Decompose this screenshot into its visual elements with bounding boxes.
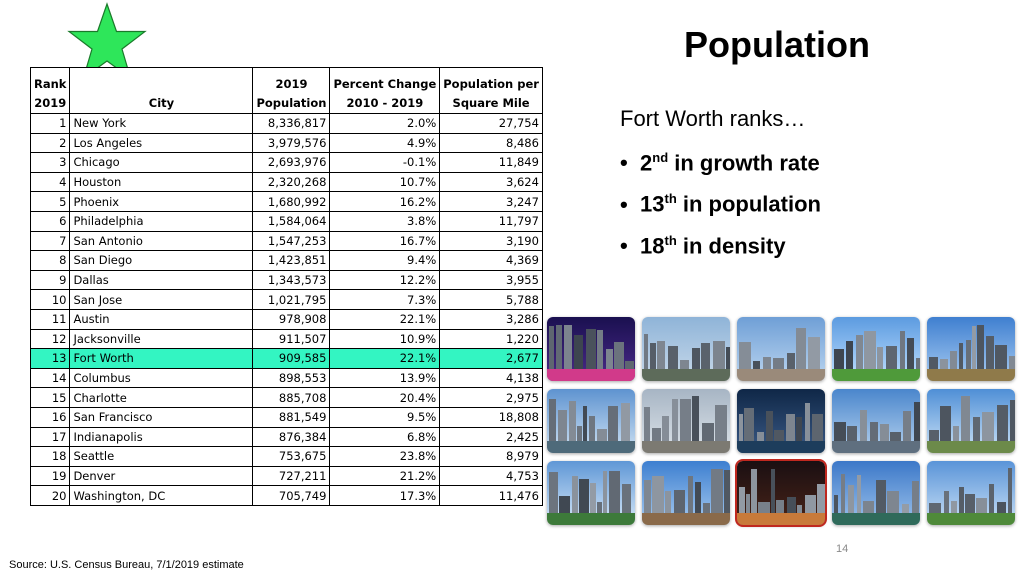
cell-city: Seattle bbox=[70, 447, 253, 467]
table-row bbox=[31, 368, 543, 388]
cell-city: San Diego bbox=[70, 251, 253, 271]
cell-percent-change: 13.9% bbox=[330, 368, 440, 388]
cell-population: 753,675 bbox=[253, 447, 330, 467]
cell-percent-change: 2.0% bbox=[330, 114, 440, 134]
cell-percent-change: 22.1% bbox=[330, 309, 440, 329]
cell-population: 1,680,992 bbox=[253, 192, 330, 212]
cell-density: 8,486 bbox=[440, 133, 543, 153]
cell-city: Dallas bbox=[70, 270, 253, 290]
cell-percent-change: 6.8% bbox=[330, 427, 440, 447]
cell-density: 5,788 bbox=[440, 290, 543, 310]
cell-population: 2,320,268 bbox=[253, 172, 330, 192]
cell-population: 3,979,576 bbox=[253, 133, 330, 153]
cell-rank: 1 bbox=[31, 114, 70, 134]
cell-rank: 12 bbox=[31, 329, 70, 349]
table-row bbox=[31, 309, 543, 329]
cell-population: 705,749 bbox=[253, 486, 330, 506]
cell-percent-change: 3.8% bbox=[330, 211, 440, 231]
photo-jacksonville bbox=[642, 461, 730, 525]
cell-rank: 10 bbox=[31, 290, 70, 310]
cell-density: 4,369 bbox=[440, 251, 543, 271]
table-row bbox=[31, 270, 543, 290]
cell-percent-change: 16.2% bbox=[330, 192, 440, 212]
cell-percent-change: 10.7% bbox=[330, 172, 440, 192]
table-row bbox=[31, 192, 543, 212]
cell-percent-change: 20.4% bbox=[330, 388, 440, 408]
cell-population: 898,553 bbox=[253, 368, 330, 388]
cell-percent-change: 12.2% bbox=[330, 270, 440, 290]
cell-rank: 8 bbox=[31, 251, 70, 271]
cell-percent-change: 17.3% bbox=[330, 486, 440, 506]
cell-rank: 11 bbox=[31, 309, 70, 329]
rankings-list bbox=[620, 106, 821, 274]
photo-dallas bbox=[832, 389, 920, 453]
ranking-density: • 18th in density bbox=[620, 232, 786, 258]
cell-density: 3,955 bbox=[440, 270, 543, 290]
cell-rank: 16 bbox=[31, 407, 70, 427]
slide-title: Population bbox=[684, 24, 870, 65]
table-row bbox=[31, 172, 543, 192]
table-row bbox=[31, 211, 543, 231]
cell-population: 881,549 bbox=[253, 407, 330, 427]
cell-density: 3,247 bbox=[440, 192, 543, 212]
header-rank: Rank 2019 bbox=[31, 68, 70, 114]
table-row bbox=[31, 447, 543, 467]
ranking-population: • 13th in population bbox=[620, 191, 821, 217]
cell-rank: 4 bbox=[31, 172, 70, 192]
cell-population: 909,585 bbox=[253, 349, 330, 369]
photo-new-york bbox=[547, 317, 635, 381]
cell-rank: 6 bbox=[31, 211, 70, 231]
table-row bbox=[31, 153, 543, 173]
cell-rank: 17 bbox=[31, 427, 70, 447]
cell-population: 727,211 bbox=[253, 466, 330, 486]
table-row bbox=[31, 114, 543, 134]
bullet-icon: • bbox=[620, 232, 628, 258]
cell-density: 27,754 bbox=[440, 114, 543, 134]
photo-columbus bbox=[832, 461, 920, 525]
header-population: 2019 Population bbox=[253, 68, 330, 114]
cell-density: 4,753 bbox=[440, 466, 543, 486]
header-percent-change: Percent Change 2010 - 2019 bbox=[330, 68, 440, 114]
cell-population: 978,908 bbox=[253, 309, 330, 329]
cell-rank: 20 bbox=[31, 486, 70, 506]
cell-percent-change: 10.9% bbox=[330, 329, 440, 349]
cell-rank: 13 bbox=[31, 349, 70, 369]
cell-density: 11,849 bbox=[440, 153, 543, 173]
page-number: 14 bbox=[836, 543, 849, 555]
cell-population: 1,343,573 bbox=[253, 270, 330, 290]
table-row bbox=[31, 388, 543, 408]
photo-chicago bbox=[737, 317, 825, 381]
city-photo-grid bbox=[547, 317, 1017, 525]
cell-rank: 14 bbox=[31, 368, 70, 388]
photo-los-angeles bbox=[642, 317, 730, 381]
photo-san-jose bbox=[927, 389, 1015, 453]
cell-population: 1,547,253 bbox=[253, 231, 330, 251]
table-row bbox=[31, 133, 543, 153]
cell-city: Charlotte bbox=[70, 388, 253, 408]
cell-rank: 19 bbox=[31, 466, 70, 486]
table-row bbox=[31, 466, 543, 486]
cell-rank: 15 bbox=[31, 388, 70, 408]
cell-percent-change: 22.1% bbox=[330, 349, 440, 369]
cell-city: San Jose bbox=[70, 290, 253, 310]
population-table bbox=[30, 67, 543, 506]
cell-population: 1,584,064 bbox=[253, 211, 330, 231]
cell-percent-change: 21.2% bbox=[330, 466, 440, 486]
table-header-row bbox=[31, 68, 543, 114]
cell-city: Fort Worth bbox=[70, 349, 253, 369]
cell-city: Jacksonville bbox=[70, 329, 253, 349]
header-density: Population per Square Mile bbox=[440, 68, 543, 114]
cell-percent-change: 23.8% bbox=[330, 447, 440, 467]
cell-city: New York bbox=[70, 114, 253, 134]
photo-san-diego bbox=[737, 389, 825, 453]
cell-percent-change: 4.9% bbox=[330, 133, 440, 153]
cell-density: 18,808 bbox=[440, 407, 543, 427]
cell-city: Houston bbox=[70, 172, 253, 192]
cell-city: Chicago bbox=[70, 153, 253, 173]
cell-city: Washington, DC bbox=[70, 486, 253, 506]
photo-charlotte bbox=[927, 461, 1015, 525]
bullet-icon: • bbox=[620, 191, 628, 217]
cell-city: San Antonio bbox=[70, 231, 253, 251]
rankings-lead: Fort Worth ranks… bbox=[620, 106, 806, 131]
table-row bbox=[31, 290, 543, 310]
cell-city: Austin bbox=[70, 309, 253, 329]
ranking-growth-rate: • 2nd in growth rate bbox=[620, 150, 820, 176]
cell-density: 2,677 bbox=[440, 349, 543, 369]
cell-city: San Francisco bbox=[70, 407, 253, 427]
photo-phoenix bbox=[927, 317, 1015, 381]
cell-rank: 2 bbox=[31, 133, 70, 153]
cell-city: Indianapolis bbox=[70, 427, 253, 447]
cell-rank: 3 bbox=[31, 153, 70, 173]
table-row bbox=[31, 251, 543, 271]
cell-percent-change: 16.7% bbox=[330, 231, 440, 251]
photo-fort-worth bbox=[737, 461, 825, 525]
cell-density: 3,624 bbox=[440, 172, 543, 192]
cell-population: 911,507 bbox=[253, 329, 330, 349]
cell-population: 885,708 bbox=[253, 388, 330, 408]
cell-density: 1,220 bbox=[440, 329, 543, 349]
cell-population: 876,384 bbox=[253, 427, 330, 447]
cell-population: 1,423,851 bbox=[253, 251, 330, 271]
cell-density: 4,138 bbox=[440, 368, 543, 388]
bullet-icon: • bbox=[620, 150, 628, 176]
cell-density: 11,476 bbox=[440, 486, 543, 506]
source-note: Source: U.S. Census Bureau, 7/1/2019 estimate bbox=[9, 559, 244, 571]
cell-density: 3,286 bbox=[440, 309, 543, 329]
header-city: City bbox=[70, 68, 253, 114]
table-row-highlighted bbox=[31, 349, 543, 369]
photo-philadelphia bbox=[547, 389, 635, 453]
table-row bbox=[31, 329, 543, 349]
cell-population: 1,021,795 bbox=[253, 290, 330, 310]
cell-percent-change: 7.3% bbox=[330, 290, 440, 310]
cell-density: 3,190 bbox=[440, 231, 543, 251]
cell-density: 11,797 bbox=[440, 211, 543, 231]
photo-san-antonio bbox=[642, 389, 730, 453]
table-row bbox=[31, 231, 543, 251]
table-row bbox=[31, 486, 543, 506]
cell-city: Los Angeles bbox=[70, 133, 253, 153]
cell-percent-change: 9.5% bbox=[330, 407, 440, 427]
cell-rank: 9 bbox=[31, 270, 70, 290]
cell-density: 2,425 bbox=[440, 427, 543, 447]
cell-city: Philadelphia bbox=[70, 211, 253, 231]
photo-austin bbox=[547, 461, 635, 525]
cell-rank: 18 bbox=[31, 447, 70, 467]
cell-city: Columbus bbox=[70, 368, 253, 388]
cell-percent-change: -0.1% bbox=[330, 153, 440, 173]
cell-rank: 7 bbox=[31, 231, 70, 251]
table-row bbox=[31, 407, 543, 427]
cell-population: 2,693,976 bbox=[253, 153, 330, 173]
photo-houston bbox=[832, 317, 920, 381]
table-row bbox=[31, 427, 543, 447]
cell-percent-change: 9.4% bbox=[330, 251, 440, 271]
cell-population: 8,336,817 bbox=[253, 114, 330, 134]
cell-density: 2,975 bbox=[440, 388, 543, 408]
cell-city: Denver bbox=[70, 466, 253, 486]
cell-rank: 5 bbox=[31, 192, 70, 212]
cell-density: 8,979 bbox=[440, 447, 543, 467]
cell-city: Phoenix bbox=[70, 192, 253, 212]
